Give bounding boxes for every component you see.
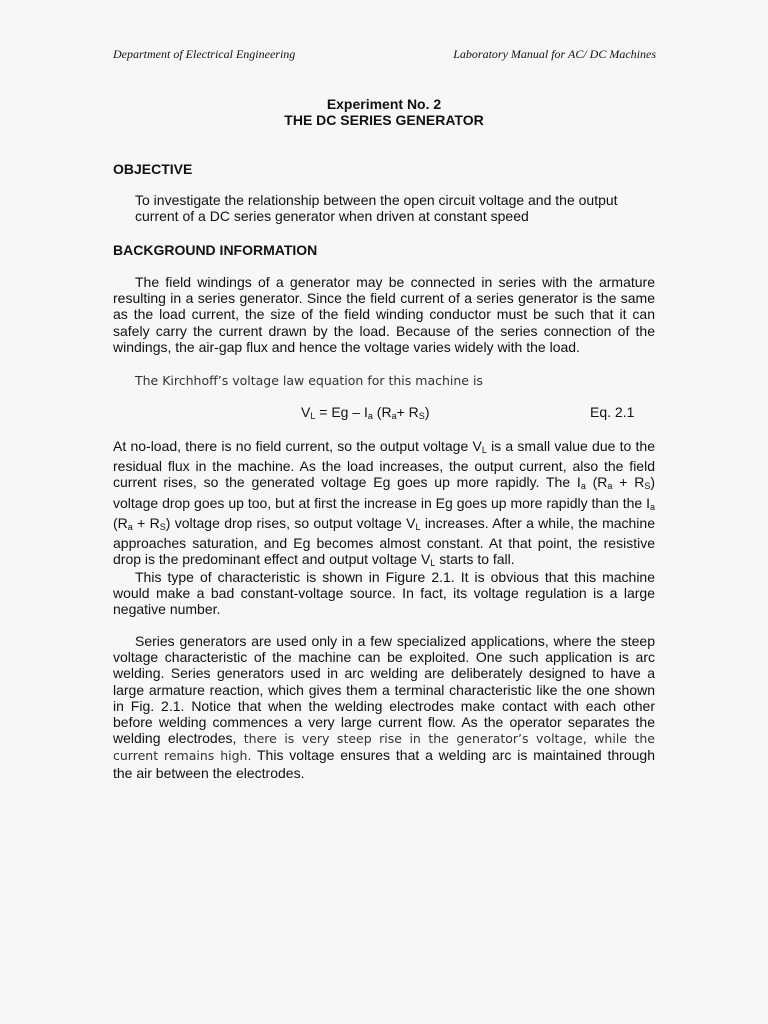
equation-number: Eq. 2.1 <box>590 404 635 420</box>
objective-text: To investigate the relationship between the open circuit voltage and the output current of a DC series generator when driven at constant speed <box>135 192 618 225</box>
kvl-equation: $V_L = Eg - I_a$ $(R_a+ R_S)$ <box>301 404 430 421</box>
background-heading: BACKGROUND INFORMATION <box>113 242 318 258</box>
header-manual-title: Laboratory Manual for AC/ DC Machines <box>453 47 656 61</box>
objective-heading: OBJECTIVE <box>113 161 193 177</box>
header-department: Department of Electrical Engineering <box>113 47 296 61</box>
background-paragraph-4: Series generators are used only in a few specialized applications, where the steep voltage characteristic of the machine can be exploited. One such application is arc welding. Series generators used in arc welding are deliberately designed to have a large armature reaction, which gives them a terminal characteristic like the one shown in Fig. 2.1. Notice that when the welding electrodes make contact with each other before welding commences a very large current flow. As the operator separates the welding electrodes, there is very steep rise in the generator’s voltage, while the current remains high. This voltage ensures that a welding arc is maintained through the air between the electrodes. <box>113 633 655 781</box>
experiment-title: THE DC SERIES GENERATOR <box>284 112 484 128</box>
background-paragraph-1: The field windings of a generator may be connected in series with the armature resulting in a series generator. Since the field current of a series generator is the same as the load current, the size of the field winding conductor must be such that it can safely carry the current drawn by the load. Because of the series connection of the windings, the air-gap flux and hence the voltage varies widely with the load. <box>113 274 655 355</box>
background-paragraph-3: This type of characteristic is shown in Figure 2.1. It is obvious that this machine would make a bad constant-voltage source. In fact, its voltage regulation is a large negative number. <box>113 569 655 618</box>
background-paragraph-2: At no-load, there is no field current, so the output voltage $V_L$ is a small value due to the residual flux in the machine. As the load increases, the output current, also the field current rises, so the generated voltage Eg goes up more rapidly. The $I_a$ $(R_a + R_S)$ voltage drop goes up too, but at first the increase in Eg goes up more rapidly than the $I_a$ $(R_a + R_S)$ voltage drop rises, so output voltage $V_L$ increases. After a while, the machine approaches saturation, and Eg becomes almost constant. At that point, the resistive drop is the predominant effect and output voltage $V_L$ starts to fall. <box>113 438 656 569</box>
experiment-number: Experiment No. 2 <box>326 96 442 112</box>
kvl-intro: The Kirchhoff’s voltage law equation for this machine is <box>135 373 483 388</box>
